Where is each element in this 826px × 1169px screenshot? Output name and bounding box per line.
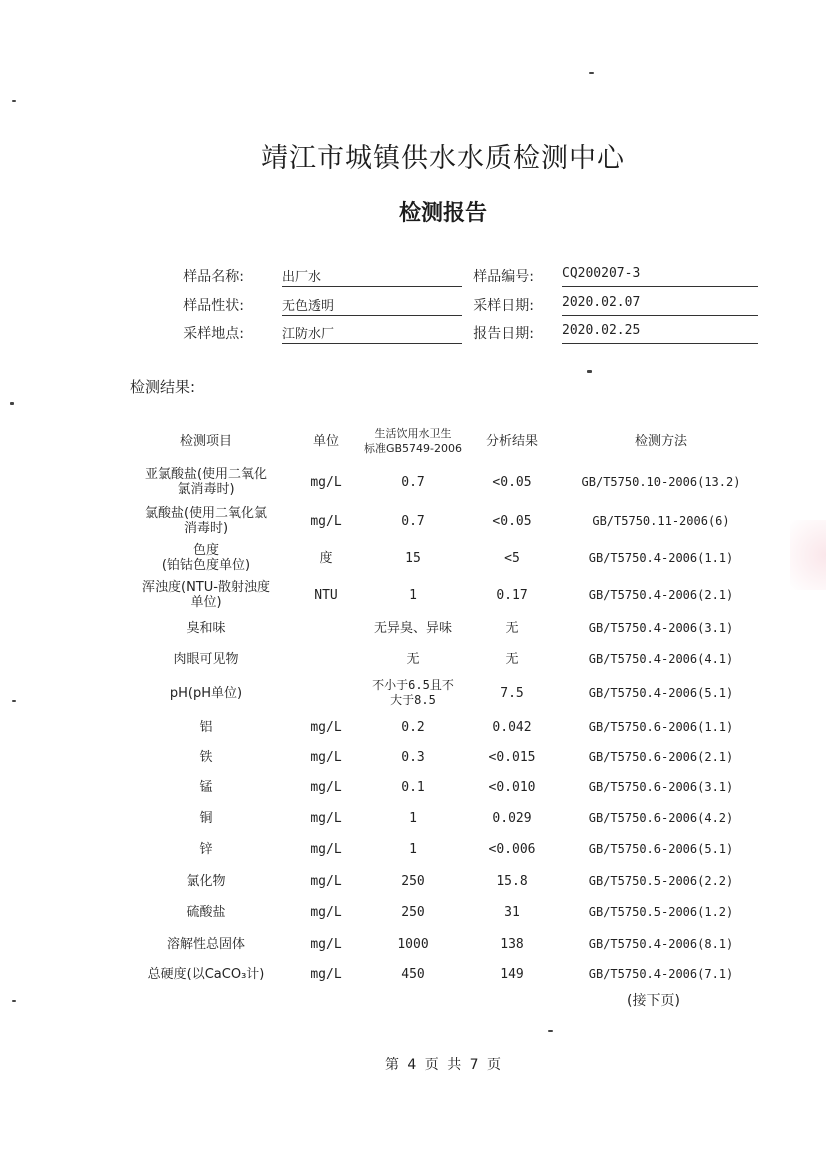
- cell-unit: [291, 504, 361, 538]
- cell-unit: [291, 646, 361, 672]
- table-row: [126, 504, 756, 538]
- cell-standard: [358, 714, 468, 740]
- cell-method: [566, 774, 756, 800]
- cell-item-text: 浑浊度(NTU-散射浊度: [142, 580, 270, 595]
- cell-result: [462, 774, 562, 800]
- cell-unit-text: mg/L: [310, 749, 342, 765]
- cell-result: [462, 465, 562, 499]
- header-item: 检测项目: [179, 433, 232, 449]
- cell-result-text: <0.05: [492, 474, 532, 490]
- cell-method-text: GB/T5750.4-2006(3.1): [588, 620, 734, 635]
- cell-result-text: 0.029: [492, 810, 532, 826]
- cell-standard-text: 15: [405, 550, 421, 566]
- cell-result: [462, 578, 562, 612]
- cell-item-text: 硫酸盐: [186, 904, 226, 920]
- cell-item: [126, 931, 286, 957]
- cell-item: [126, 541, 286, 575]
- scan-speck: [12, 1000, 16, 1002]
- cell-standard: [358, 578, 468, 612]
- cell-item-text: 铝: [199, 719, 213, 735]
- cell-item-text: pH(pH单位): [169, 685, 243, 701]
- report-date-value: 2020.02.25: [562, 323, 758, 344]
- table-row: [126, 465, 756, 499]
- continued-note: (接下页): [627, 993, 680, 1009]
- cell-item: [126, 504, 286, 538]
- cell-method: [566, 714, 756, 740]
- sampling-location-value: 江防水厂: [282, 323, 462, 344]
- header-unit: 单位: [312, 433, 339, 449]
- header-standard-line1: 生活饮用水卫生: [374, 427, 452, 440]
- cell-result-text: 7.5: [500, 685, 524, 701]
- cell-unit-text: mg/L: [310, 904, 342, 920]
- cell-unit: [291, 714, 361, 740]
- cell-method-text: GB/T5750.5-2006(1.2): [588, 904, 734, 919]
- cell-result: [462, 899, 562, 925]
- cell-method: [566, 677, 756, 709]
- cell-result-text: <0.05: [492, 513, 532, 529]
- cell-method-text: GB/T5750.4-2006(7.1): [588, 966, 734, 981]
- scan-speck: [12, 700, 16, 702]
- cell-unit: [291, 578, 361, 612]
- cell-method-text: GB/T5750.10-2006(13.2): [581, 474, 741, 489]
- cell-item-text: 消毒时): [183, 521, 229, 536]
- cell-item-text: (铂钴色度单位): [161, 558, 251, 573]
- cell-item-text: 锰: [199, 779, 213, 795]
- cell-method-text: GB/T5750.11-2006(6): [592, 513, 730, 528]
- header-standard: [358, 421, 468, 461]
- cell-item: [126, 836, 286, 862]
- cell-method-text: GB/T5750.6-2006(2.1): [588, 749, 734, 764]
- cell-unit-text: mg/L: [310, 873, 342, 889]
- cell-method-text: GB/T5750.5-2006(2.2): [588, 873, 734, 888]
- cell-standard: [358, 868, 468, 894]
- cell-unit: [291, 465, 361, 499]
- cell-standard-text: 0.3: [401, 749, 425, 765]
- cell-item-text: 铜: [199, 810, 213, 826]
- cell-result-text: 无: [505, 651, 519, 667]
- table-row: [126, 931, 756, 957]
- cell-standard-text: 1: [409, 810, 417, 826]
- sampling-location-label: 采样地点:: [183, 326, 244, 342]
- cell-result-text: <5: [504, 550, 520, 566]
- cell-result: [462, 677, 562, 709]
- cell-item-text: 亚氯酸盐(使用二氧化: [144, 467, 268, 482]
- cell-unit: [291, 868, 361, 894]
- cell-result: [462, 646, 562, 672]
- table-row: [126, 615, 756, 641]
- table-row: [126, 714, 756, 740]
- table-row: [126, 578, 756, 612]
- cell-method: [566, 836, 756, 862]
- table-row: [126, 836, 756, 862]
- cell-unit-text: mg/L: [310, 936, 342, 952]
- table-row: [126, 744, 756, 770]
- document-title: 检测报告: [398, 201, 487, 226]
- cell-standard-text: 1: [409, 841, 417, 857]
- cell-standard: [358, 774, 468, 800]
- cell-item: [126, 615, 286, 641]
- cell-item: [126, 677, 286, 709]
- cell-unit: [291, 744, 361, 770]
- cell-standard-text: 250: [401, 873, 425, 889]
- cell-unit-text: mg/L: [310, 474, 342, 490]
- cell-method-text: GB/T5750.6-2006(4.2): [588, 810, 734, 825]
- cell-method-text: GB/T5750.4-2006(8.1): [588, 936, 734, 951]
- cell-standard: [358, 615, 468, 641]
- cell-standard-text: 0.2: [401, 719, 425, 735]
- cell-item-text: 臭和味: [186, 620, 226, 636]
- cell-method: [566, 744, 756, 770]
- scan-speck: [10, 402, 14, 405]
- cell-standard-text: 1000: [397, 936, 429, 952]
- sample-appearance-value: 无色透明: [282, 295, 462, 316]
- section-title: 检测结果:: [130, 378, 196, 396]
- report-date-label: 报告日期:: [473, 326, 534, 342]
- cell-unit-text: mg/L: [310, 841, 342, 857]
- cell-standard-text: 0.7: [401, 513, 425, 529]
- cell-standard-text: 450: [401, 966, 425, 982]
- cell-item-text: 氯化物: [186, 873, 226, 889]
- cell-standard-text: 不小于6.5且不: [372, 678, 454, 692]
- page-number: 第 4 页 共 7 页: [384, 1057, 502, 1073]
- cell-method: [566, 805, 756, 831]
- cell-standard: [358, 899, 468, 925]
- results-table: [126, 421, 756, 982]
- cell-unit-text: mg/L: [310, 719, 342, 735]
- cell-result: [462, 744, 562, 770]
- cell-result-text: <0.015: [488, 749, 536, 765]
- cell-unit-text: mg/L: [310, 810, 342, 826]
- cell-item-text: 总硬度(以CaCO₃计): [147, 966, 265, 982]
- cell-standard: [358, 677, 468, 709]
- table-row: [126, 677, 756, 709]
- cell-method-text: GB/T5750.4-2006(4.1): [588, 651, 734, 666]
- cell-standard-text: 0.7: [401, 474, 425, 490]
- cell-result-text: 无: [505, 620, 519, 636]
- cell-item-text: 铁: [199, 749, 213, 765]
- cell-method: [566, 931, 756, 957]
- cell-method: [566, 615, 756, 641]
- cell-unit: [291, 541, 361, 575]
- sampling-date-value: 2020.02.07: [562, 295, 758, 316]
- cell-standard: [358, 961, 468, 987]
- cell-result: [462, 615, 562, 641]
- table-row: [126, 541, 756, 575]
- cell-unit: [291, 899, 361, 925]
- sample-id-label: 样品编号:: [473, 269, 534, 285]
- sample-name-value: 出厂水: [282, 266, 462, 287]
- cell-method: [566, 961, 756, 987]
- cell-method: [566, 578, 756, 612]
- table-header: [126, 421, 756, 461]
- cell-result: [462, 541, 562, 575]
- organization-title: 靖江市城镇供水水质检测中心: [261, 143, 625, 174]
- cell-method: [566, 899, 756, 925]
- scan-speck: [548, 1030, 553, 1032]
- table-row: [126, 646, 756, 672]
- cell-result: [462, 931, 562, 957]
- cell-item: [126, 646, 286, 672]
- cell-method-text: GB/T5750.4-2006(1.1): [588, 550, 734, 565]
- table-row: [126, 899, 756, 925]
- table-row: [126, 805, 756, 831]
- cell-unit: [291, 961, 361, 987]
- cell-method-text: GB/T5750.6-2006(1.1): [588, 719, 734, 734]
- cell-unit-text: mg/L: [310, 513, 342, 529]
- cell-result: [462, 714, 562, 740]
- cell-unit: [291, 836, 361, 862]
- header-standard-line2: 标准GB5749-2006: [363, 442, 463, 455]
- cell-item-text: 单位): [190, 595, 222, 610]
- cell-item-text: 肉眼可见物: [173, 651, 239, 667]
- cell-item-text: 溶解性总固体: [166, 936, 245, 952]
- cell-item: [126, 774, 286, 800]
- cell-item: [126, 961, 286, 987]
- header-method: 检测方法: [634, 433, 687, 449]
- cell-item-text: 氯酸盐(使用二氧化氯: [144, 506, 268, 521]
- cell-standard: [358, 805, 468, 831]
- cell-standard: [358, 744, 468, 770]
- cell-method-text: GB/T5750.4-2006(2.1): [588, 587, 734, 602]
- scan-speck: [589, 72, 594, 74]
- sampling-date-label: 采样日期:: [473, 298, 534, 314]
- header-result: 分析结果: [485, 433, 538, 449]
- cell-method: [566, 504, 756, 538]
- cell-standard-text: 大于8.5: [390, 693, 436, 707]
- cell-standard-text: 1: [409, 587, 417, 603]
- cell-item-text: 色度: [192, 543, 219, 558]
- cell-method: [566, 868, 756, 894]
- sample-name-label: 样品名称:: [183, 269, 244, 285]
- cell-item: [126, 744, 286, 770]
- sample-id-value: CQ200207-3: [562, 266, 758, 287]
- cell-item: [126, 868, 286, 894]
- cell-unit: [291, 931, 361, 957]
- cell-unit: [291, 677, 361, 709]
- cell-result: [462, 805, 562, 831]
- cell-result-text: <0.006: [488, 841, 536, 857]
- sample-appearance-label: 样品性状:: [183, 298, 244, 314]
- scan-speck: [587, 370, 592, 373]
- cell-method-text: GB/T5750.6-2006(3.1): [588, 779, 734, 794]
- cell-item: [126, 899, 286, 925]
- cell-unit-text: 度: [319, 550, 333, 566]
- cell-unit-text: mg/L: [310, 966, 342, 982]
- cell-result: [462, 961, 562, 987]
- cell-standard: [358, 931, 468, 957]
- cell-standard: [358, 504, 468, 538]
- cell-standard: [358, 646, 468, 672]
- cell-result-text: 0.17: [496, 587, 528, 603]
- cell-standard-text: 0.1: [401, 779, 425, 795]
- cell-result-text: 15.8: [496, 873, 528, 889]
- cell-unit-text: mg/L: [310, 779, 342, 795]
- cell-unit-text: NTU: [314, 587, 338, 603]
- cell-item: [126, 465, 286, 499]
- cell-result-text: 0.042: [492, 719, 532, 735]
- cell-method-text: GB/T5750.6-2006(5.1): [588, 841, 734, 856]
- cell-result-text: 138: [500, 936, 524, 952]
- scan-speck: [12, 100, 16, 102]
- cell-unit: [291, 805, 361, 831]
- cell-item: [126, 578, 286, 612]
- cell-item: [126, 714, 286, 740]
- table-row: [126, 774, 756, 800]
- cell-unit: [291, 774, 361, 800]
- cell-item-text: 氯消毒时): [177, 482, 235, 497]
- cell-standard: [358, 541, 468, 575]
- cell-item-text: 锌: [199, 841, 213, 857]
- cell-standard-text: 无: [406, 651, 420, 667]
- cell-result: [462, 868, 562, 894]
- cell-method: [566, 465, 756, 499]
- table-row: [126, 961, 756, 987]
- cell-result: [462, 836, 562, 862]
- cell-result: [462, 504, 562, 538]
- cell-item: [126, 805, 286, 831]
- cell-result-text: 149: [500, 966, 524, 982]
- cell-standard: [358, 836, 468, 862]
- cell-result-text: <0.010: [488, 779, 536, 795]
- stamp-trace: [790, 520, 826, 590]
- cell-standard-text: 无异臭、异味: [373, 620, 452, 636]
- table-row: [126, 868, 756, 894]
- cell-unit: [291, 615, 361, 641]
- cell-method: [566, 646, 756, 672]
- cell-standard: [358, 465, 468, 499]
- cell-result-text: 31: [504, 904, 520, 920]
- cell-method-text: GB/T5750.4-2006(5.1): [588, 685, 734, 700]
- cell-standard-text: 250: [401, 904, 425, 920]
- cell-method: [566, 541, 756, 575]
